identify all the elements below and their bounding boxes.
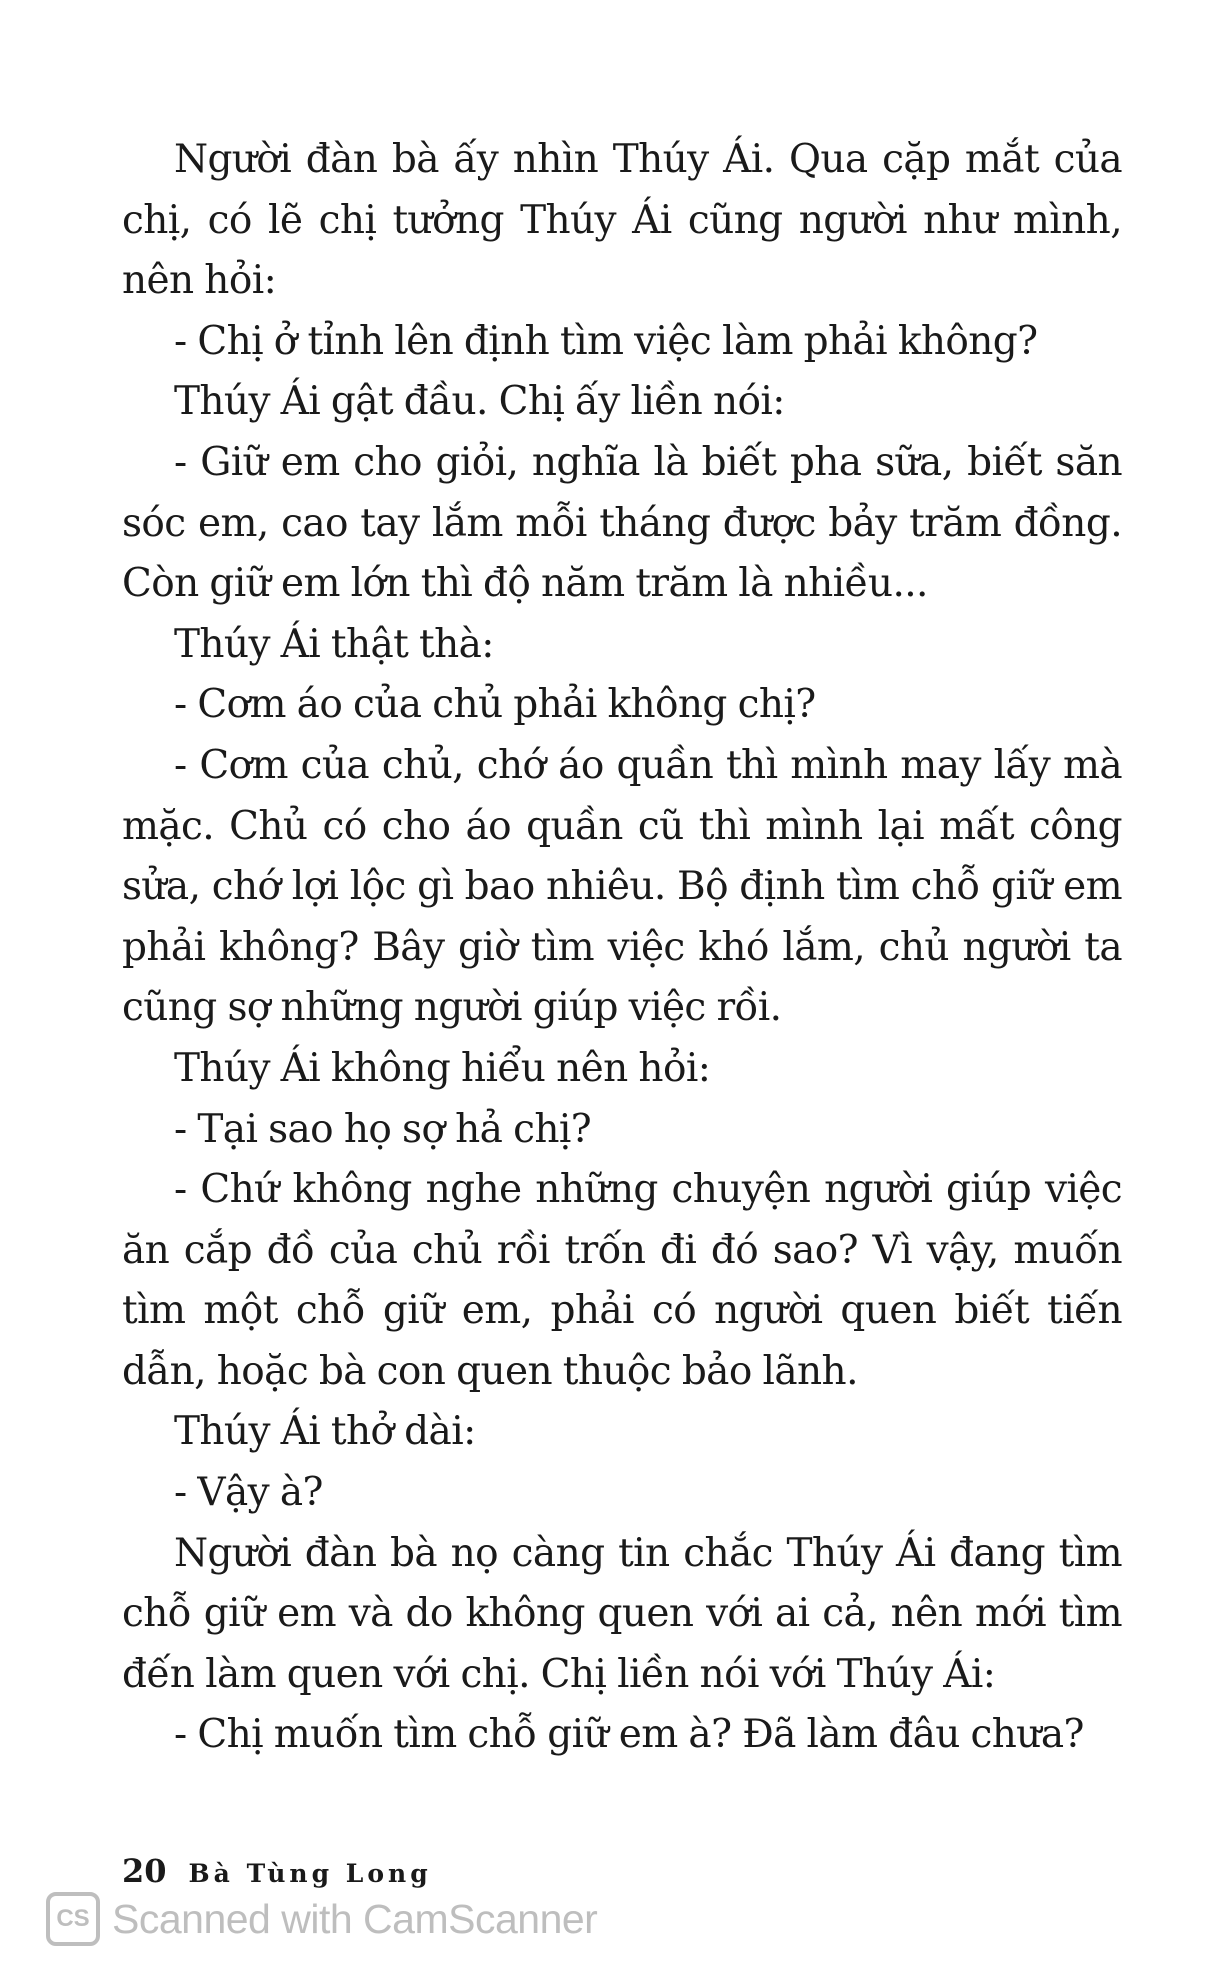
paragraph-3: Thúy Ái gật đầu. Chị ấy liền nói: [174, 379, 785, 425]
camscanner-logo-icon: CS [46, 1892, 100, 1946]
book-author: Bà Tùng Long [188, 1859, 432, 1888]
paragraph-5: Thúy Ái thật thà: [174, 621, 494, 667]
paragraph-9: - Tại sao họ sợ hả chị? [174, 1106, 592, 1152]
page-body [122, 130, 1122, 1766]
paragraph-10: - Chứ không nghe những chuyện người giúp việc ăn cắp đồ của chủ rồi trốn đi đó sao? Vì vậy, muốn tìm một chỗ giữ em, phải có người quen biết tiến dẫn, hoặc bà con quen thuộc bảo lãnh. [122, 1167, 1122, 1394]
paragraph-2: - Chị ở tỉnh lên định tìm việc làm phải không? [174, 318, 1038, 364]
paragraph-13: Người đàn bà nọ càng tin chắc Thúy Ái đang tìm chỗ giữ em và do không quen với ai cả, nên mới tìm đến làm quen với chị. Chị liền nói với Thúy Ái: [122, 1530, 1122, 1697]
paragraph-1: Người đàn bà ấy nhìn Thúy Ái. Qua cặp mắt của chị, có lẽ chị tưởng Thúy Ái cũng người như mình, nên hỏi: [122, 137, 1122, 304]
camscanner-watermark [46, 1892, 597, 1946]
page-footer [122, 1852, 432, 1892]
page-number: 20 [122, 1852, 167, 1890]
paragraph-8: Thúy Ái không hiểu nên hỏi: [174, 1045, 711, 1091]
paragraph-12: - Vậy à? [174, 1470, 323, 1516]
paragraph-7: - Cơm của chủ, chớ áo quần thì mình may lấy mà mặc. Chủ có cho áo quần cũ thì mình lại mất công sửa, chớ lợi lộc gì bao nhiêu. Bộ định tìm chỗ giữ em phải không? Bây giờ tìm việc khó lắm, chủ người ta cũng sợ những người giúp việc rồi. [122, 742, 1122, 1031]
watermark-text: Scanned with CamScanner [112, 1895, 598, 1942]
paragraph-4: - Giữ em cho giỏi, nghĩa là biết pha sữa, biết săn sóc em, cao tay lắm mỗi tháng được bảy trăm đồng. Còn giữ em lớn thì độ năm trăm là nhiều... [122, 439, 1122, 607]
paragraph-6: - Cơm áo của chủ phải không chị? [174, 682, 816, 728]
paragraph-14: - Chị muốn tìm chỗ giữ em à? Đã làm đâu chưa? [174, 1712, 1084, 1758]
paragraph-11: Thúy Ái thở dài: [174, 1409, 476, 1455]
